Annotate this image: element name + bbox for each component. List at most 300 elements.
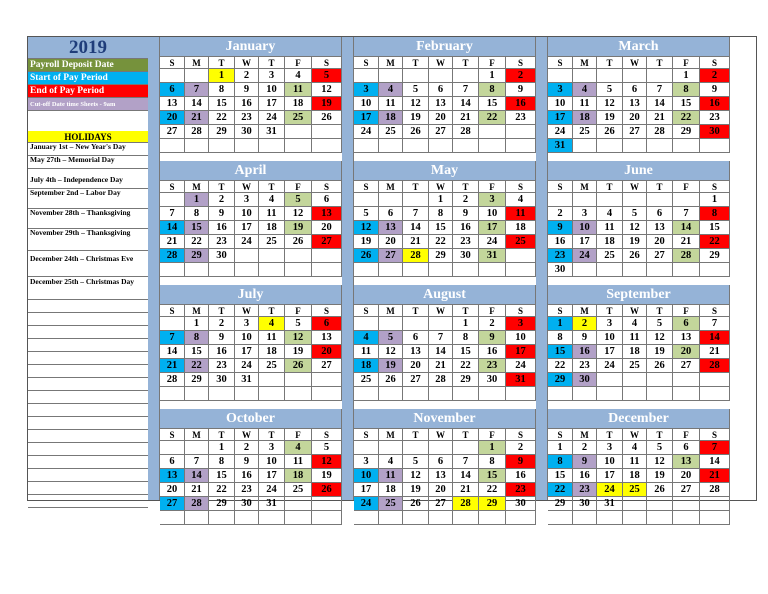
day-cell: 16 xyxy=(506,97,536,111)
day-cell: 17 xyxy=(548,111,573,125)
day-cell: 20 xyxy=(312,345,342,359)
day-cell: 7 xyxy=(453,83,479,97)
empty-cell xyxy=(312,373,342,387)
day-cell: 30 xyxy=(453,249,479,263)
empty-cell xyxy=(623,69,647,83)
day-cell: 10 xyxy=(354,97,379,111)
day-cell: 10 xyxy=(548,97,573,111)
weekday-header: S xyxy=(700,181,730,193)
holiday-item: December 25th – Christmas Day xyxy=(28,278,148,300)
day-cell: 23 xyxy=(209,359,235,373)
empty-cell xyxy=(312,139,342,153)
day-cell: 16 xyxy=(209,345,235,359)
day-cell: 1 xyxy=(673,69,700,83)
day-cell: 30 xyxy=(209,373,235,387)
day-cell: 19 xyxy=(597,111,623,125)
weekday-header: S xyxy=(506,429,536,441)
day-cell: 11 xyxy=(597,221,623,235)
day-cell: 15 xyxy=(479,97,506,111)
day-cell: 2 xyxy=(209,317,235,331)
empty-cell xyxy=(453,263,479,277)
day-cell: 9 xyxy=(506,455,536,469)
empty-cell xyxy=(506,249,536,263)
day-cell: 12 xyxy=(597,97,623,111)
day-cell: 3 xyxy=(235,193,259,207)
day-cell: 12 xyxy=(403,97,429,111)
empty-cell xyxy=(506,263,536,277)
empty-cell xyxy=(285,511,312,525)
day-cell: 19 xyxy=(285,221,312,235)
day-cell: 12 xyxy=(379,345,403,359)
empty-cell xyxy=(700,511,730,525)
weekday-header: S xyxy=(354,305,379,317)
day-cell: 29 xyxy=(185,373,209,387)
day-cell: 9 xyxy=(209,207,235,221)
day-cell: 5 xyxy=(403,455,429,469)
day-cell: 23 xyxy=(573,359,597,373)
day-cell: 21 xyxy=(700,345,730,359)
day-cell: 20 xyxy=(379,235,403,249)
empty-cell xyxy=(700,497,730,511)
day-cell: 5 xyxy=(647,317,673,331)
empty-cell xyxy=(285,249,312,263)
day-cell: 4 xyxy=(354,331,379,345)
empty-cell xyxy=(285,263,312,277)
day-cell: 16 xyxy=(506,469,536,483)
empty-cell xyxy=(647,511,673,525)
empty-cell xyxy=(647,139,673,153)
empty-cell xyxy=(479,387,506,401)
day-cell: 31 xyxy=(479,249,506,263)
day-cell: 4 xyxy=(573,83,597,97)
month-title: January xyxy=(160,37,342,57)
empty-cell xyxy=(673,497,700,511)
month-title: February xyxy=(354,37,536,57)
weekday-header: T xyxy=(453,429,479,441)
blank-row xyxy=(28,300,148,313)
empty-cell xyxy=(160,387,185,401)
weekday-header: F xyxy=(479,305,506,317)
day-cell: 3 xyxy=(259,69,285,83)
day-cell: 24 xyxy=(479,235,506,249)
day-cell: 18 xyxy=(354,359,379,373)
empty-cell xyxy=(506,511,536,525)
day-cell: 11 xyxy=(285,83,312,97)
day-cell: 14 xyxy=(647,97,673,111)
weekday-header: M xyxy=(185,429,209,441)
day-cell: 24 xyxy=(354,497,379,511)
day-cell: 26 xyxy=(597,125,623,139)
day-cell: 13 xyxy=(403,345,429,359)
day-cell: 9 xyxy=(506,83,536,97)
day-cell: 17 xyxy=(235,345,259,359)
empty-cell xyxy=(312,497,342,511)
weekday-header: M xyxy=(185,181,209,193)
day-cell: 5 xyxy=(354,207,379,221)
day-cell: 26 xyxy=(354,249,379,263)
day-cell: 6 xyxy=(312,317,342,331)
day-cell: 6 xyxy=(623,83,647,97)
day-cell: 28 xyxy=(700,483,730,497)
weekday-header: T xyxy=(403,181,429,193)
day-cell: 18 xyxy=(285,469,312,483)
day-cell: 8 xyxy=(479,83,506,97)
weekday-header: S xyxy=(548,57,573,69)
day-cell: 13 xyxy=(160,97,185,111)
empty-cell xyxy=(209,387,235,401)
empty-cell xyxy=(647,387,673,401)
empty-cell xyxy=(379,511,403,525)
day-cell: 30 xyxy=(573,497,597,511)
weekday-header: T xyxy=(647,429,673,441)
day-cell: 13 xyxy=(312,207,342,221)
empty-cell xyxy=(403,511,429,525)
empty-cell xyxy=(597,193,623,207)
day-cell: 11 xyxy=(259,331,285,345)
empty-cell xyxy=(259,249,285,263)
empty-cell xyxy=(506,139,536,153)
weekday-header: W xyxy=(235,429,259,441)
empty-cell xyxy=(548,511,573,525)
day-cell: 9 xyxy=(453,207,479,221)
empty-cell xyxy=(506,125,536,139)
day-cell: 28 xyxy=(160,373,185,387)
day-cell: 11 xyxy=(573,97,597,111)
day-cell: 28 xyxy=(700,359,730,373)
blank-row xyxy=(28,417,148,430)
day-cell: 5 xyxy=(623,207,647,221)
empty-cell xyxy=(209,511,235,525)
day-cell: 14 xyxy=(160,345,185,359)
day-cell: 4 xyxy=(285,441,312,455)
empty-cell xyxy=(453,511,479,525)
day-cell: 15 xyxy=(548,469,573,483)
day-cell: 16 xyxy=(573,345,597,359)
empty-cell xyxy=(259,139,285,153)
holiday-item: May 27th – Memorial Day xyxy=(28,156,148,169)
weekday-header: T xyxy=(647,305,673,317)
day-cell: 23 xyxy=(573,483,597,497)
empty-cell xyxy=(429,511,453,525)
day-cell: 1 xyxy=(453,317,479,331)
empty-cell xyxy=(597,263,623,277)
day-cell: 26 xyxy=(285,235,312,249)
month-title: June xyxy=(548,161,730,181)
empty-cell xyxy=(647,263,673,277)
empty-cell xyxy=(623,511,647,525)
day-cell: 4 xyxy=(623,317,647,331)
blank-row xyxy=(28,482,148,495)
day-cell: 24 xyxy=(354,125,379,139)
weekday-header: W xyxy=(429,305,453,317)
day-cell: 15 xyxy=(185,221,209,235)
empty-cell xyxy=(573,139,597,153)
day-cell: 22 xyxy=(209,111,235,125)
month-title: October xyxy=(160,409,342,429)
day-cell: 12 xyxy=(312,83,342,97)
empty-cell xyxy=(235,387,259,401)
day-cell: 29 xyxy=(453,373,479,387)
day-cell: 18 xyxy=(597,235,623,249)
day-cell: 11 xyxy=(623,455,647,469)
empty-cell xyxy=(623,387,647,401)
legend-item: Cut-off Date time Sheets - 9am xyxy=(28,98,148,111)
day-cell: 13 xyxy=(623,97,647,111)
holiday-item: November 28th – Thanksgiving xyxy=(28,209,148,229)
day-cell: 25 xyxy=(597,249,623,263)
day-cell: 8 xyxy=(185,331,209,345)
weekday-header: S xyxy=(312,429,342,441)
day-cell: 27 xyxy=(429,125,453,139)
day-cell: 22 xyxy=(479,483,506,497)
day-cell: 12 xyxy=(403,469,429,483)
day-cell: 12 xyxy=(647,455,673,469)
weekday-header: S xyxy=(160,305,185,317)
day-cell: 23 xyxy=(506,483,536,497)
day-cell: 5 xyxy=(312,69,342,83)
holiday-item: January 1st – New Year's Day xyxy=(28,143,148,156)
empty-cell xyxy=(403,317,429,331)
day-cell: 9 xyxy=(573,455,597,469)
day-cell: 3 xyxy=(506,317,536,331)
weekday-header: T xyxy=(403,57,429,69)
day-cell: 31 xyxy=(259,125,285,139)
day-cell: 25 xyxy=(259,359,285,373)
legend-item: Start of Pay Period xyxy=(28,72,148,85)
blank-row xyxy=(28,378,148,391)
weekday-header: T xyxy=(403,305,429,317)
day-cell: 16 xyxy=(453,221,479,235)
empty-cell xyxy=(673,193,700,207)
weekday-header: T xyxy=(453,57,479,69)
day-cell: 16 xyxy=(573,469,597,483)
empty-cell xyxy=(673,373,700,387)
empty-cell xyxy=(673,387,700,401)
day-cell: 15 xyxy=(209,97,235,111)
day-cell: 18 xyxy=(379,483,403,497)
day-cell: 6 xyxy=(673,317,700,331)
day-cell: 27 xyxy=(312,359,342,373)
empty-cell xyxy=(429,139,453,153)
empty-cell xyxy=(403,69,429,83)
day-cell: 28 xyxy=(453,497,479,511)
day-cell: 19 xyxy=(312,469,342,483)
weekday-header: T xyxy=(597,429,623,441)
day-cell: 21 xyxy=(185,483,209,497)
day-cell: 10 xyxy=(597,331,623,345)
empty-cell xyxy=(354,193,379,207)
day-cell: 3 xyxy=(548,83,573,97)
weekday-header: M xyxy=(379,429,403,441)
day-cell: 25 xyxy=(354,373,379,387)
empty-cell xyxy=(235,249,259,263)
day-cell: 26 xyxy=(403,125,429,139)
day-cell: 27 xyxy=(379,249,403,263)
day-cell: 3 xyxy=(597,317,623,331)
empty-cell xyxy=(160,511,185,525)
day-cell: 24 xyxy=(259,483,285,497)
empty-cell xyxy=(209,139,235,153)
weekday-header: F xyxy=(285,181,312,193)
empty-cell xyxy=(379,139,403,153)
day-cell: 21 xyxy=(673,235,700,249)
day-cell: 18 xyxy=(573,111,597,125)
weekday-header: W xyxy=(623,57,647,69)
empty-cell xyxy=(548,69,573,83)
empty-cell xyxy=(285,373,312,387)
weekday-header: T xyxy=(597,305,623,317)
column-separator xyxy=(148,37,160,500)
weekday-header: F xyxy=(673,57,700,69)
empty-cell xyxy=(453,139,479,153)
day-cell: 14 xyxy=(453,469,479,483)
empty-cell xyxy=(429,263,453,277)
empty-cell xyxy=(573,263,597,277)
empty-cell xyxy=(479,125,506,139)
day-cell: 28 xyxy=(403,249,429,263)
empty-cell xyxy=(259,373,285,387)
empty-cell xyxy=(379,387,403,401)
weekday-header: T xyxy=(209,305,235,317)
day-cell: 16 xyxy=(700,97,730,111)
day-cell: 28 xyxy=(185,125,209,139)
weekday-header: F xyxy=(285,57,312,69)
day-cell: 24 xyxy=(597,483,623,497)
day-cell: 8 xyxy=(209,83,235,97)
day-cell: 30 xyxy=(209,249,235,263)
day-cell: 11 xyxy=(506,207,536,221)
empty-cell xyxy=(623,139,647,153)
empty-cell xyxy=(623,263,647,277)
weekday-header: W xyxy=(429,57,453,69)
weekday-header: W xyxy=(623,181,647,193)
weekday-header: W xyxy=(429,181,453,193)
day-cell: 26 xyxy=(623,249,647,263)
day-cell: 4 xyxy=(259,193,285,207)
weekday-header: M xyxy=(185,57,209,69)
day-cell: 23 xyxy=(209,235,235,249)
day-cell: 9 xyxy=(235,83,259,97)
day-cell: 16 xyxy=(235,469,259,483)
day-cell: 8 xyxy=(700,207,730,221)
empty-cell xyxy=(312,249,342,263)
empty-cell xyxy=(259,387,285,401)
month-title: April xyxy=(160,161,342,181)
empty-cell xyxy=(403,139,429,153)
empty-cell xyxy=(185,387,209,401)
day-cell: 28 xyxy=(673,249,700,263)
day-cell: 6 xyxy=(160,455,185,469)
weekday-header: M xyxy=(573,429,597,441)
weekday-header: W xyxy=(235,305,259,317)
weekday-header: M xyxy=(573,181,597,193)
day-cell: 14 xyxy=(403,221,429,235)
empty-cell xyxy=(573,387,597,401)
day-cell: 25 xyxy=(573,125,597,139)
day-cell: 1 xyxy=(185,317,209,331)
day-cell: 2 xyxy=(235,69,259,83)
empty-cell xyxy=(185,69,209,83)
day-cell: 10 xyxy=(259,83,285,97)
day-cell: 12 xyxy=(285,207,312,221)
weekday-header: T xyxy=(259,181,285,193)
day-cell: 23 xyxy=(235,483,259,497)
day-cell: 21 xyxy=(160,359,185,373)
empty-cell xyxy=(429,69,453,83)
day-cell: 24 xyxy=(235,235,259,249)
day-cell: 24 xyxy=(235,359,259,373)
weekday-header: S xyxy=(700,429,730,441)
day-cell: 26 xyxy=(647,483,673,497)
day-cell: 4 xyxy=(379,455,403,469)
day-cell: 1 xyxy=(548,441,573,455)
empty-cell xyxy=(597,511,623,525)
day-cell: 4 xyxy=(259,317,285,331)
empty-cell xyxy=(597,69,623,83)
day-cell: 8 xyxy=(673,83,700,97)
day-cell: 9 xyxy=(700,83,730,97)
day-cell: 15 xyxy=(185,345,209,359)
day-cell: 7 xyxy=(429,331,453,345)
day-cell: 19 xyxy=(354,235,379,249)
day-cell: 10 xyxy=(259,455,285,469)
day-cell: 19 xyxy=(403,483,429,497)
blank-row xyxy=(28,391,148,404)
day-cell: 10 xyxy=(235,331,259,345)
empty-cell xyxy=(403,263,429,277)
day-cell: 2 xyxy=(506,441,536,455)
day-cell: 1 xyxy=(429,193,453,207)
day-cell: 6 xyxy=(429,455,453,469)
day-cell: 31 xyxy=(548,139,573,153)
empty-cell xyxy=(160,139,185,153)
month-title: August xyxy=(354,285,536,305)
day-cell: 10 xyxy=(597,455,623,469)
weekday-header: F xyxy=(673,181,700,193)
day-cell: 21 xyxy=(403,235,429,249)
weekday-header: S xyxy=(700,305,730,317)
weekday-header: S xyxy=(548,305,573,317)
day-cell: 6 xyxy=(673,441,700,455)
day-cell: 29 xyxy=(209,125,235,139)
legend-item: End of Pay Period xyxy=(28,85,148,98)
day-cell: 20 xyxy=(312,221,342,235)
empty-cell xyxy=(673,263,700,277)
empty-cell xyxy=(597,387,623,401)
empty-cell xyxy=(479,511,506,525)
weekday-header: S xyxy=(312,181,342,193)
day-cell: 7 xyxy=(185,455,209,469)
day-cell: 26 xyxy=(379,373,403,387)
day-cell: 13 xyxy=(312,331,342,345)
day-cell: 22 xyxy=(548,359,573,373)
weekday-header: S xyxy=(354,429,379,441)
empty-cell xyxy=(403,387,429,401)
weekday-header: M xyxy=(573,305,597,317)
day-cell: 11 xyxy=(379,469,403,483)
day-cell: 6 xyxy=(160,83,185,97)
day-cell: 23 xyxy=(700,111,730,125)
day-cell: 25 xyxy=(285,111,312,125)
day-cell: 11 xyxy=(354,345,379,359)
day-cell: 5 xyxy=(647,441,673,455)
day-cell: 29 xyxy=(548,497,573,511)
day-cell: 24 xyxy=(506,359,536,373)
day-cell: 8 xyxy=(479,455,506,469)
empty-cell xyxy=(379,69,403,83)
day-cell: 13 xyxy=(379,221,403,235)
day-cell: 8 xyxy=(453,331,479,345)
